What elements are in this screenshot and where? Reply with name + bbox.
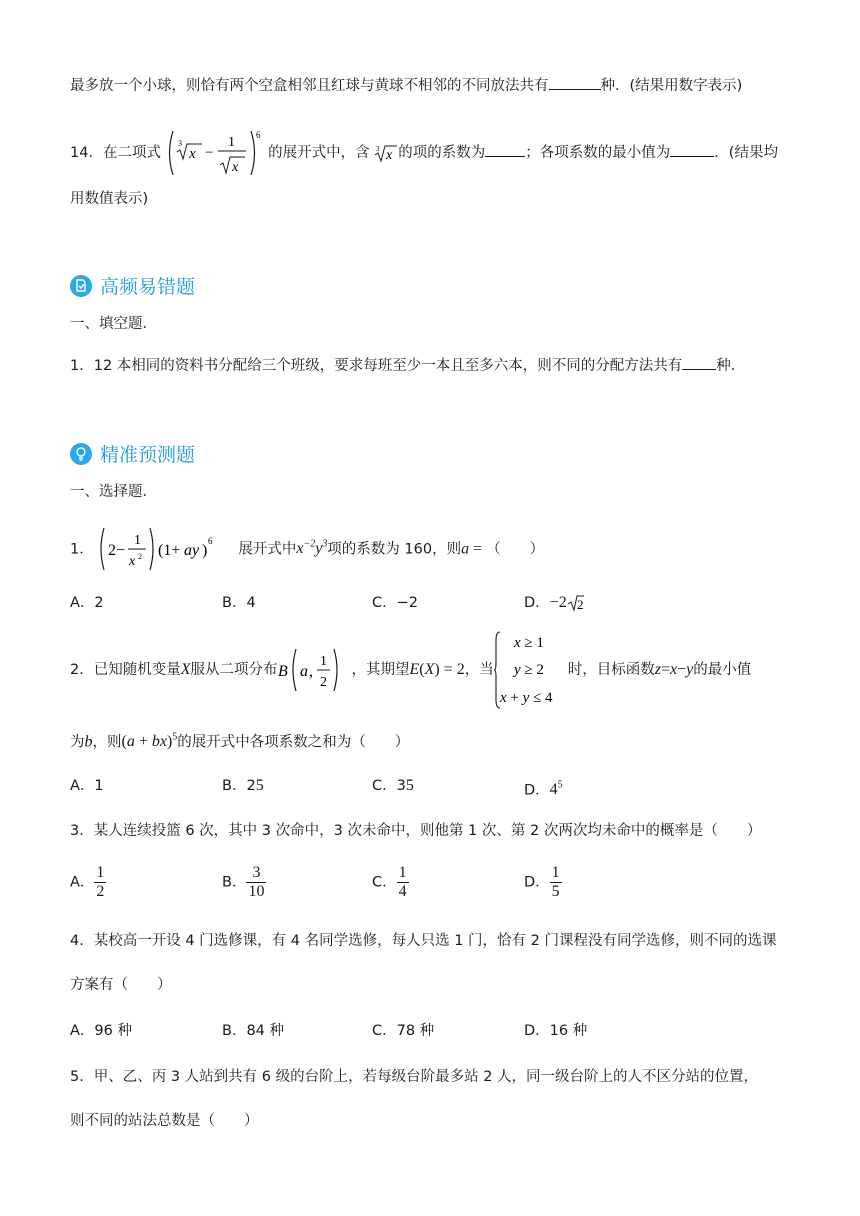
q3-option-d-fraction (550, 864, 562, 901)
svg-text:x: x (188, 146, 196, 162)
q2-objective: z (654, 661, 661, 678)
fill-question-1 (70, 355, 745, 377)
q4-option-d[interactable]: D．16 种 (524, 1023, 588, 1039)
q2-option-b-value: 5 (255, 777, 264, 794)
fill-q1-end: 种． (716, 358, 746, 374)
q2-var-x: X (180, 661, 191, 678)
q4-option-b[interactable]: B．84 种 (222, 1023, 285, 1039)
q2-line2c: 的展开式中各项系数之和为（ ） (177, 734, 410, 751)
q3-option-a[interactable] (70, 864, 106, 901)
q2-line2b: ，则 (92, 734, 122, 751)
binomial-expression (166, 128, 264, 178)
option-label: D． (524, 874, 550, 891)
q3-option-a-fraction (94, 864, 106, 901)
q14-text-mid: 的展开式中，含 (268, 145, 370, 161)
svg-text:3: 3 (376, 145, 380, 153)
q2-line2a: 为 (70, 734, 85, 751)
svg-text:): ) (202, 542, 208, 560)
q3-option-b[interactable] (222, 864, 266, 901)
q1-end: （ ） (486, 541, 545, 558)
q4-option-c[interactable]: C．78 种 (372, 1023, 435, 1039)
svg-text:2: 2 (576, 597, 584, 613)
q2-option-c-value: 5 (405, 777, 414, 794)
q2-objective-minus: − (677, 661, 687, 678)
q14-line2: 用数值表示) (70, 191, 149, 207)
q1-option-d[interactable] (524, 592, 585, 614)
q1-text: 展开式中 (238, 541, 297, 558)
svg-text:3: 3 (177, 139, 182, 148)
svg-text:(1+: (1+ (158, 542, 181, 560)
q2-number: 2．已知随机变量 (70, 662, 181, 678)
choice-question-1 (70, 522, 544, 572)
q4-option-a[interactable]: A．96 种 (70, 1023, 132, 1039)
q2-binomial-expression: (a + bx)$^5$ (121, 732, 178, 751)
denominator: 5 (551, 883, 560, 900)
section-header-frequent-errors (70, 272, 195, 299)
q2-option-c-label: C．3 (372, 778, 406, 794)
q14-text-mid3: ；各项系数的最小值为 (525, 145, 671, 161)
fill-q1-text: 1．12 本相同的资料书分配给三个班级，要求每班至少一本且至多六本，则不同的分配方法共有 (70, 358, 683, 374)
q2-expectation-val: ) = 2 (434, 661, 465, 678)
numerator: 1 (96, 864, 105, 881)
answer-blank (682, 355, 716, 370)
section-header-precise-prediction (70, 440, 195, 467)
svg-text:1: 1 (319, 654, 327, 669)
svg-text:ay: ay (184, 542, 200, 560)
q2-expectation-rest: ( (419, 661, 425, 678)
q14-text-end: ．(结果均 (714, 145, 778, 161)
q5-line2: 则不同的站法总数是（ ） (70, 1113, 259, 1129)
section-title: 精准预测题 (100, 444, 196, 466)
svg-text:B: B (277, 663, 288, 680)
q1-option-b[interactable]: B．4 (222, 595, 256, 611)
option-label: C． (372, 874, 397, 891)
q3-option-c-fraction (397, 864, 409, 901)
choice-question-4: 4．某校高一开设 4 门选修课，有 4 名同学选修，每人只选 1 门，恰有 2 门课程没有同学选修，则不同的选课 (70, 933, 777, 949)
q1-option-d-value: −2 2 (549, 594, 584, 613)
q1-expression (98, 526, 238, 572)
option-label: B． (222, 874, 247, 891)
q13-end: 种．(结果用数字表示) (600, 78, 743, 94)
svg-text:a: a (299, 663, 308, 680)
q2-t3: ，当 (464, 662, 494, 678)
document-check-icon (70, 275, 92, 297)
q1-number: 1． (70, 541, 94, 558)
q1-term: $x^{-2}y^3$ (296, 539, 328, 558)
q14-number: 14．在二项式 (70, 145, 161, 161)
svg-text:2: 2 (319, 675, 327, 690)
numerator: 3 (252, 864, 261, 881)
q4-line2: 方案有（ ） (70, 977, 172, 993)
q1-option-a[interactable]: A．2 (70, 595, 104, 611)
svg-text:x: x (231, 160, 238, 175)
q2-option-d[interactable] (524, 775, 563, 801)
svg-text:6: 6 (255, 130, 261, 140)
q2-option-c[interactable] (372, 775, 414, 797)
q2-objective-eq: = (661, 661, 671, 678)
q1-equals: = (469, 540, 487, 558)
svg-text:x ≥ 1: x ≥ 1 (513, 635, 544, 651)
q2-var-b: b (84, 733, 93, 751)
svg-text:y ≥ 2: y ≥ 2 (513, 662, 544, 678)
q2-objective-x: x (670, 661, 678, 678)
q2-objective-y: y (686, 661, 694, 678)
q2-option-d-label: D． (524, 782, 550, 799)
cube-root-x (374, 143, 398, 163)
choice-question-5: 5．甲、乙、丙 3 人站到共有 6 级的台阶上，若每级台阶最多站 2 人，同一级台阶上的人不区分站的位置， (70, 1069, 759, 1085)
q1-variable: a (461, 540, 470, 558)
svg-text:1: 1 (134, 533, 142, 549)
q14-line (70, 128, 778, 178)
answer-blank (549, 75, 601, 90)
q3-option-c[interactable] (372, 864, 409, 901)
answer-blank (670, 142, 714, 157)
denominator: 4 (398, 883, 407, 900)
q13-line (70, 75, 742, 97)
choice-question-2 (70, 630, 751, 710)
constraint-system (494, 630, 568, 710)
svg-text:x: x (129, 554, 136, 570)
q2-t4: 时，目标函数 (567, 662, 655, 678)
q2-option-b-label: B．2 (222, 778, 256, 794)
svg-text:2−: 2− (108, 542, 126, 560)
binomial-distribution (278, 647, 352, 693)
q1-option-d-label: D． (524, 595, 550, 611)
svg-text:x: x (386, 148, 393, 163)
svg-text:x + y ≤ 4: x + y ≤ 4 (499, 690, 553, 706)
q2-expectation-var: X (424, 661, 435, 678)
denominator: 2 (96, 883, 105, 900)
q3-option-b-fraction (246, 864, 266, 901)
q14-text-mid2: 的项的系数为 (398, 145, 486, 161)
svg-text:−: − (204, 145, 214, 161)
answer-blank (485, 142, 525, 157)
svg-text:,: , (308, 663, 313, 680)
q2-line2 (70, 727, 409, 753)
choice-heading: 一、选择题． (70, 484, 157, 500)
q2-expectation: E (409, 661, 420, 678)
q2-option-d-value: $4^5$ (549, 780, 563, 799)
q1-text2: 项的系数为 160，则 (327, 541, 462, 558)
lightbulb-icon (70, 443, 92, 465)
section-title: 高频易错题 (100, 276, 196, 298)
q3-option-d[interactable] (524, 864, 562, 901)
q1-option-c[interactable]: C．−2 (372, 595, 418, 611)
option-label: A． (70, 874, 95, 891)
svg-text:1: 1 (227, 135, 235, 150)
fill-heading: 一、填空题． (70, 316, 157, 332)
choice-question-3: 3．某人连续投篮 6 次，其中 3 次命中，3 次未命中，则他第 1 次、第 2 次两次均未命中的概率是（ ） (70, 823, 762, 839)
svg-text:2: 2 (138, 552, 143, 562)
svg-text:6: 6 (208, 536, 213, 547)
q2-option-a[interactable]: A．1 (70, 778, 104, 794)
denominator: 10 (248, 883, 265, 900)
numerator: 1 (398, 864, 407, 881)
q2-t5: 的最小值 (693, 662, 752, 678)
numerator: 1 (551, 864, 560, 881)
q13-text: 最多放一个小球，则恰有两个空盒相邻且红球与黄球不相邻的不同放法共有 (70, 78, 549, 94)
q2-option-b[interactable] (222, 775, 264, 797)
q2-t2: ，其期望 (351, 662, 410, 678)
q2-t1: 服从二项分布 (190, 662, 278, 678)
